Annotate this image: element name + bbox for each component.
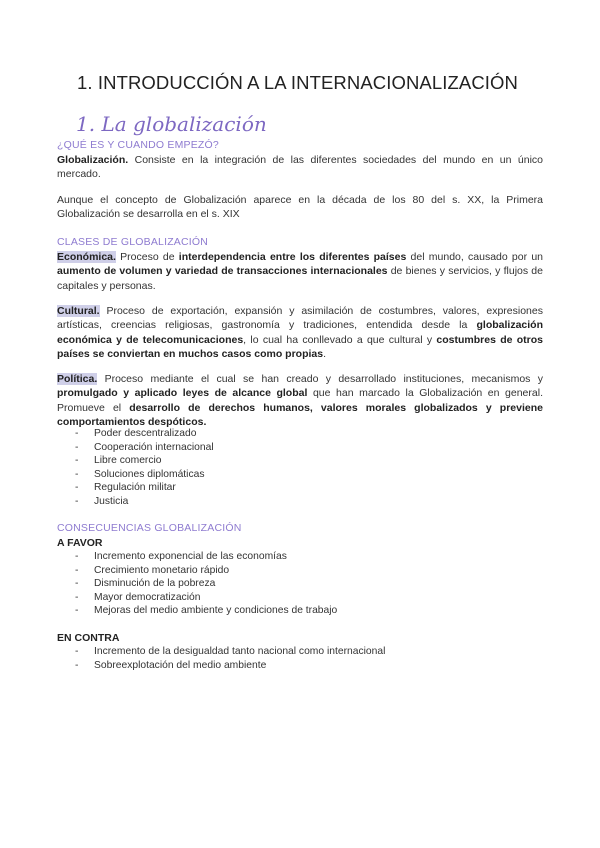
cultural-bold-1: globalización económica y de telecomunicaciones	[57, 319, 543, 346]
economica-text-3: de bienes y servicios, y flujos de capitales y personas.	[57, 265, 543, 292]
cultural-text-1: Proceso de exportación, expansión y asimilación de costumbres, valores, expresiones artísticas, creencias religiosas, gastronomía y tradiciones, entendida desde la	[57, 305, 543, 332]
economica-text-1: Proceso de	[115, 251, 179, 263]
cultural-paragraph	[57, 304, 543, 361]
question-title: ¿QUÉ ES Y CUANDO EMPEZÓ?	[57, 139, 219, 151]
politica-list	[57, 427, 214, 508]
politica-text-1: Proceso mediante el cual se han creado y desarrollado instituciones, mecanismos y	[97, 373, 543, 385]
politica-bold-2: desarrollo de derechos humanos, valores morales globalizados y previene comportamientos despóticos.	[57, 401, 543, 428]
list-item: - Disminución de la pobreza	[57, 577, 337, 591]
favor-label: A FAVOR	[57, 537, 103, 549]
definition-text: Consiste en la integración de las diferentes sociedades del mundo en un único mercado.	[57, 154, 543, 181]
list-item: - Libre comercio	[57, 454, 214, 468]
clases-title: CLASES DE GLOBALIZACIÓN	[57, 236, 209, 248]
contra-label: EN CONTRA	[57, 632, 120, 644]
politica-term: Política.	[57, 373, 98, 385]
cultural-bold-2: costumbres de otros países se conviertan en muchos casos como propias	[57, 333, 543, 360]
cultural-term: Cultural.	[57, 305, 100, 317]
cultural-text-3: .	[323, 347, 327, 360]
politica-text-2: que han marcado la Globalización en general. Promueve el	[57, 387, 543, 414]
list-item: - Incremento exponencial de las economías	[57, 550, 337, 564]
list-item: - Cooperación internacional	[57, 441, 214, 455]
economica-bold-1: interdependencia entre los diferentes países	[178, 251, 407, 263]
history-paragraph: Aunque el concepto de Globalización aparece en la década de los 80 del s. XX, la Primera Globalización se desarrolla en el s. XIX	[57, 194, 543, 221]
list-item: - Soluciones diplomáticas	[57, 468, 214, 482]
list-item: - Justicia	[57, 495, 214, 509]
list-item: - Sobreexplotación del medio ambiente	[57, 659, 385, 673]
list-item: - Regulación militar	[57, 481, 214, 495]
definition-term: Globalización.	[57, 154, 129, 166]
list-item: - Mayor democratización	[57, 591, 337, 605]
economica-term: Económica.	[57, 251, 116, 263]
politica-paragraph	[57, 372, 543, 429]
main-heading: 1. INTRODUCCIÓN A LA INTERNACIONALIZACIÓN	[77, 72, 518, 93]
list-item: - Mejoras del medio ambiente y condiciones de trabajo	[57, 604, 337, 618]
list-item: - Incremento de la desigualdad tanto nacional como internacional	[57, 645, 385, 659]
favor-list	[57, 550, 337, 618]
list-item: - Crecimiento monetario rápido	[57, 564, 337, 578]
contra-list	[57, 645, 385, 672]
consecuencias-title: CONSECUENCIAS GLOBALIZACIÓN	[57, 522, 242, 534]
cultural-text-2: , lo cual ha conllevado a que cultural y	[243, 333, 437, 346]
definition-paragraph	[57, 153, 543, 182]
section-heading: 1. La globalización	[76, 112, 267, 136]
economica-bold-2: aumento de volumen y variedad de transacciones internacionales	[57, 265, 388, 278]
politica-bold-1: promulgado y aplicado leyes de alcance global	[57, 387, 308, 400]
list-item: - Poder descentralizado	[57, 427, 214, 441]
economica-paragraph	[57, 250, 543, 293]
economica-text-2: del mundo, causado por un	[406, 251, 543, 263]
